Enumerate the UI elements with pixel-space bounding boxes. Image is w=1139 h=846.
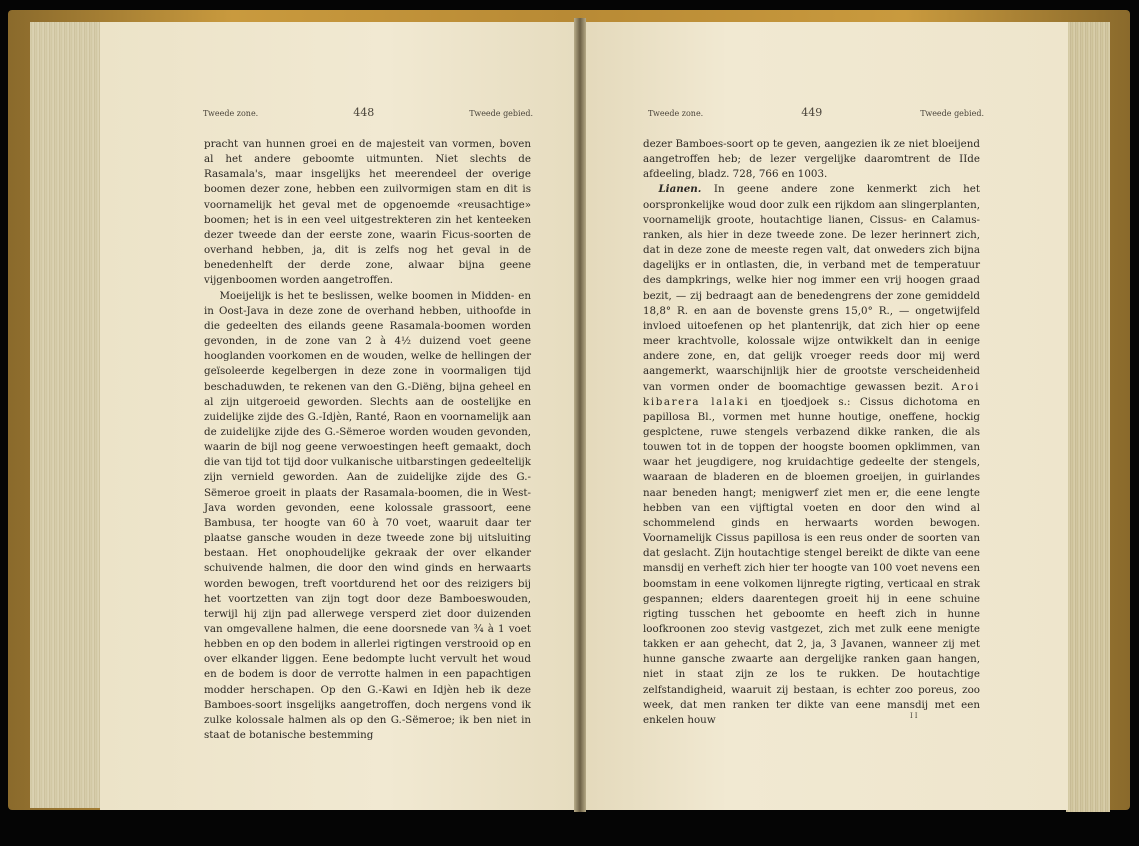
running-head-left: Tweede zone. <box>648 109 704 118</box>
paragraph-text: en tjoedjoek s.: Cissus dichotoma en papillosa Bl., vormen met hunne houtige, oneffene, hockig gesplctene, ruwe stengels verbazend dikke ranken, die als touwen tot in de toppen der hoogste boomen opklimmen, van waar het jeugdigere, nog kruidachtige gedeelte der stengels, waaraan de bladeren en de bloemen groeijen, in guirlandes naar beneden hangt; menigwerf ziet men er, die eene lengte hebben van een vijftigtal voeten en door den wind al schommelend ginds en herwaarts worden bewogen. Voornamelijk Cissus papillosa is een reus onder de soorten van dat geslacht. Zijn houtachtige stengel bereikt de dikte van eene mansdij en verheft zich hier ter hoogte van 100 voet nevens een boomstam in eene volkomen lijnregte rigting, verticaal en strak gespannen; elders daarentegen groeit hij in eene schuine rigting tusschen het geboomte en heeft zich in hunne loofkroonen zoo stevig vastgezet, zich met zulk eene menigte takken er aan gehecht, dat 2, ja, 3 Javanen, wanneer zij met hunne gansche zwaarte aan dergelijke ranken gaan hangen, niet in staat zijn ze los te rukken. De houtachtige zelfstandigheid, waaruit zij bestaan, is echter zoo poreus, zoo week, dat men ranken ter dikte van eene mansdij met een enkelen houw <box>643 395 980 726</box>
left-page <box>100 22 578 810</box>
lianen-paragraph <box>643 182 980 728</box>
paragraph: Moeijelijk is het te beslissen, welke boomen in Midden- en in Oost-Java in deze zone de overhand hebben, uithoofde in die gedeelten des eilands geene Rasamala-boomen worden gevonden, in de zone van 2 à 4½ duizend voet geene hooglanden voorkomen en de wouden, welke de hellingen der geïsoleerde kegelbergen in deze zone in voormaligen tijd beschaduwden, te rekenen van den G.-Diëng, bijna geheel en al zijn uitgeroeid geworden. Slechts aan de oostelijke en zuidelijke zijde des G.-Idjèn, Ranté, Raon en voornamelijk aan de zuidelijke zijde des G.-Sëmeroe worden wouden gevonden, waarin de bijl nog geene verwoestingen heeft gemaakt, doch die van tijd tot tijd door vulkanische uitbarstingen gedeeltelijk zijn vernield geworden. Aan de zuidelijke zijde des G.-Sëmeroe groeit in plaats der Rasamala-boomen, die in West-Java worden gevonden, eene kolossale grassoort, eene Bambusa, ter hoogte van 60 à 70 voet, waaruit daar ter plaatse gansche wouden in deze tweede zone bij uitsluiting bestaan. Het onophoudelijke gekraak der over elkander schuivende halmen, die door den wind ginds en herwaarts worden bewogen, treft voortdurend het oor des reizigers bij het voortzetten van zijn togt door deze Bamboeswouden, terwijl hij zijn pad allerwege versperd ziet door duizenden van omgevallene halmen, die eene doorsnede van ¾ à 1 voet hebben en op den bodem in allerlei rigtingen verstrooid op en over elkander liggen. Eene bedompte lucht vervult het woud en de bodem is door de verrotte halmen in een papachtigen modder herschapen. Op den G.-Kawi en Idjèn heb ik deze Bamboes-soort insgelijks aangetroffen, doch nergens vond ik zulke kolossale halmen als op den G.-Sëmeroe; ik ben niet in staat de botanische bestemming <box>204 289 531 742</box>
paragraph: pracht van hunnen groei en de majesteit van vormen, boven al het andere geboomte uitmunten. Niet slechts de Rasamala's, maar insgelijks het meerendeel der overige boomen dezer zone, hebben een zuilvormigen stam en dit is voornamelijk het geval met de opgenoemde «reusachtige» boomen; het is in een veel uitgestrekteren zin het kenteeken dezer tweede dan der eerste zone, waarin Ficus-soorten de overhand hebben, ja, dit is zelfs nog het geval in de benedenhelft der derde zone, alwaar bijna geene vijgenboomen worden aangetroffen. <box>204 138 531 287</box>
section-heading-lianen: Lianen. <box>658 183 702 196</box>
page-edges-left <box>30 22 102 808</box>
right-page <box>582 22 1068 810</box>
book-gutter <box>574 18 586 812</box>
plant-name: Aroi kibarera lalaki <box>643 380 980 408</box>
running-head-right: Tweede gebied. <box>920 109 984 118</box>
paragraph-text: In geene andere zone kenmerkt zich het oorspronkelijke woud door zulk een rijkdom aan slingerplanten, voornamelijk groote, houtachtige lianen, Cissus- en Calamus-ranken, als hier in deze tweede zone. De lezer herinnert zich, dat in deze zone de meeste regen valt, dat onweders zich bijna dagelijks er in ontlasten, die, in verband met de temperatuur des dampkrings, welke hier nog immer een vrij hoogen graad bezit, — zij bedraagt aan de benedengrens der zone gemiddeld 18,8° R. en aan de bovenste grens 15,0° R., — ongetwijfeld invloed uitoefenen op het plantenrijk, dat zich hier op eene meer krachtvolle, kolossale wijze ontwikkelt dan in eenige andere zone, en, dat gelijk vroeger reeds door mij werd aangemerkt, waarschijnlijk hier de grootste verscheidenheid van vormen onder de boomachtige gewassen bezit. <box>643 183 980 393</box>
page-number: 448 <box>353 106 375 119</box>
signature-mark: II <box>910 712 920 720</box>
right-page-header <box>648 106 984 119</box>
paragraph: dezer Bamboes-soort op te geven, aangezien ik ze niet bloeijend aangetroffen heb; de lezer vergelijke daaromtrent de IIde afdeeling, bladz. 728, 766 en 1003. <box>643 138 980 181</box>
right-page-body <box>643 137 980 728</box>
left-page-header <box>203 106 533 119</box>
running-head-left: Tweede zone. <box>203 109 259 118</box>
left-page-body <box>204 137 531 743</box>
page-edges-right <box>1066 22 1110 812</box>
running-head-right: Tweede gebied. <box>469 109 533 118</box>
page-number: 449 <box>801 106 823 119</box>
